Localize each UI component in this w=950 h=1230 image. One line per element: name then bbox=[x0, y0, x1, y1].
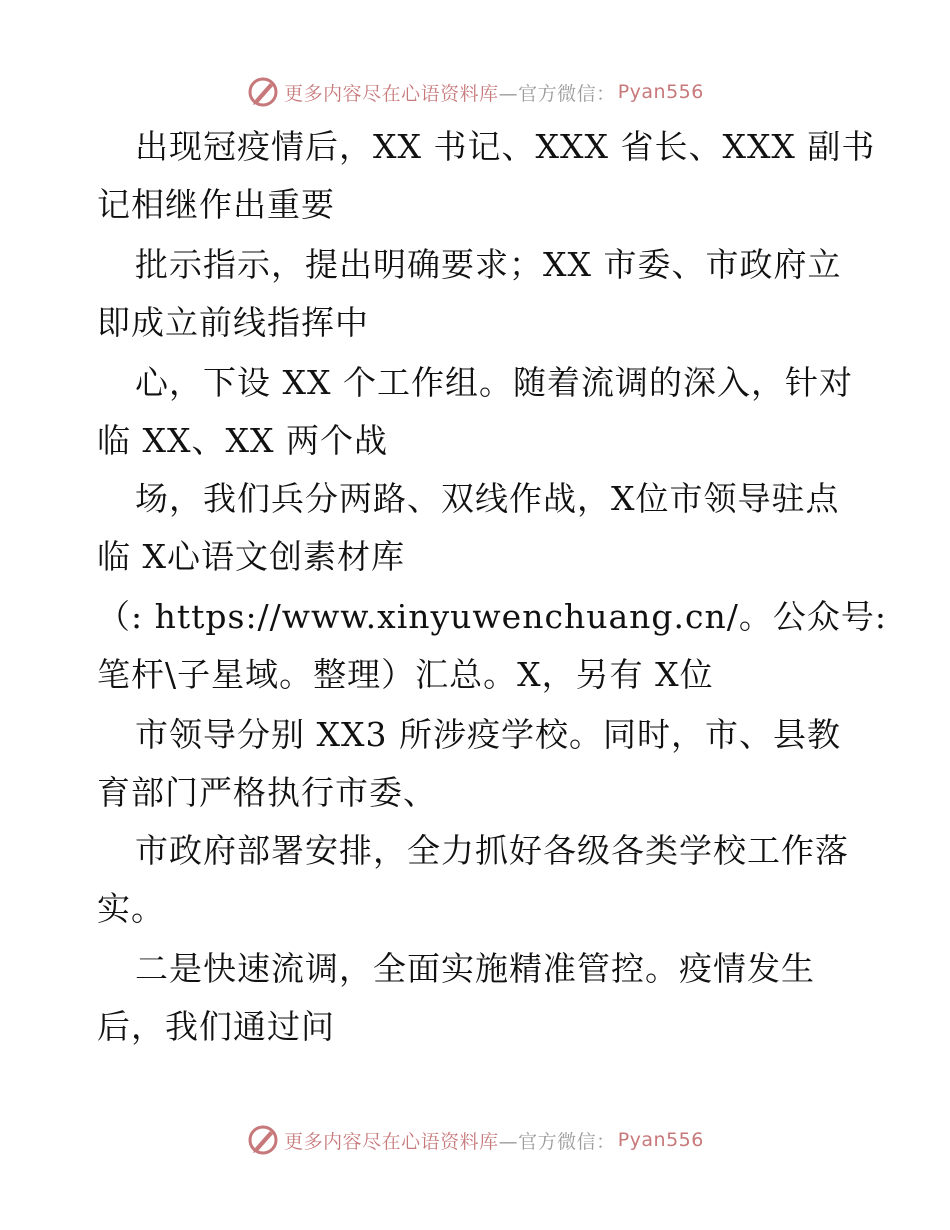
watermark-sub-text: —官方微信： bbox=[498, 1130, 616, 1153]
text-line: 后，我们通过问 bbox=[97, 1007, 335, 1046]
text-line: （: https://www.xinyuwenchuang.cn/。公众号: bbox=[97, 597, 887, 636]
header-watermark bbox=[0, 72, 950, 112]
text-line: 批示指示，提出明确要求；XX 市委、市政府立 bbox=[135, 245, 842, 284]
text-line: 即成立前线指挥中 bbox=[97, 303, 369, 342]
watermark-id-text: Pyan556 bbox=[617, 81, 704, 103]
text-line: 心，下设 XX 个工作组。随着流调的深入，针对 bbox=[135, 363, 853, 402]
watermark-main-text: 更多内容尽在心语资料库 bbox=[284, 82, 499, 105]
text-line: 实。 bbox=[97, 889, 165, 928]
watermark-main-text: 更多内容尽在心语资料库 bbox=[284, 1130, 499, 1153]
watermark-sub-text: —官方微信： bbox=[498, 82, 616, 105]
text-line: 市领导分别 XX3 所涉疫学校。同时，市、县教 bbox=[135, 715, 841, 754]
text-line: 场，我们兵分两路、双线作战，X位市领导驻点 bbox=[135, 479, 840, 518]
text-line: 二是快速流调，全面实施精准管控。疫情发生 bbox=[135, 949, 815, 988]
text-line: 临 X心语文创素材库 bbox=[97, 537, 405, 576]
text-line: 临 XX、XX 两个战 bbox=[97, 421, 388, 460]
text-line: 育部门严格执行市委、 bbox=[97, 773, 437, 812]
pen-logo-icon bbox=[246, 75, 280, 109]
pen-logo-icon bbox=[246, 1123, 280, 1157]
text-line: 出现冠疫情后，XX 书记、XXX 省长、XXX 副书 bbox=[135, 127, 876, 166]
footer-watermark bbox=[0, 1120, 950, 1160]
text-line: 笔杆\子星域。整理）汇总。X，另有 X位 bbox=[97, 655, 714, 694]
watermark-id-text: Pyan556 bbox=[617, 1129, 704, 1151]
text-line: 记相继作出重要 bbox=[97, 185, 335, 224]
text-line: 市政府部署安排，全力抓好各级各类学校工作落 bbox=[135, 831, 849, 870]
